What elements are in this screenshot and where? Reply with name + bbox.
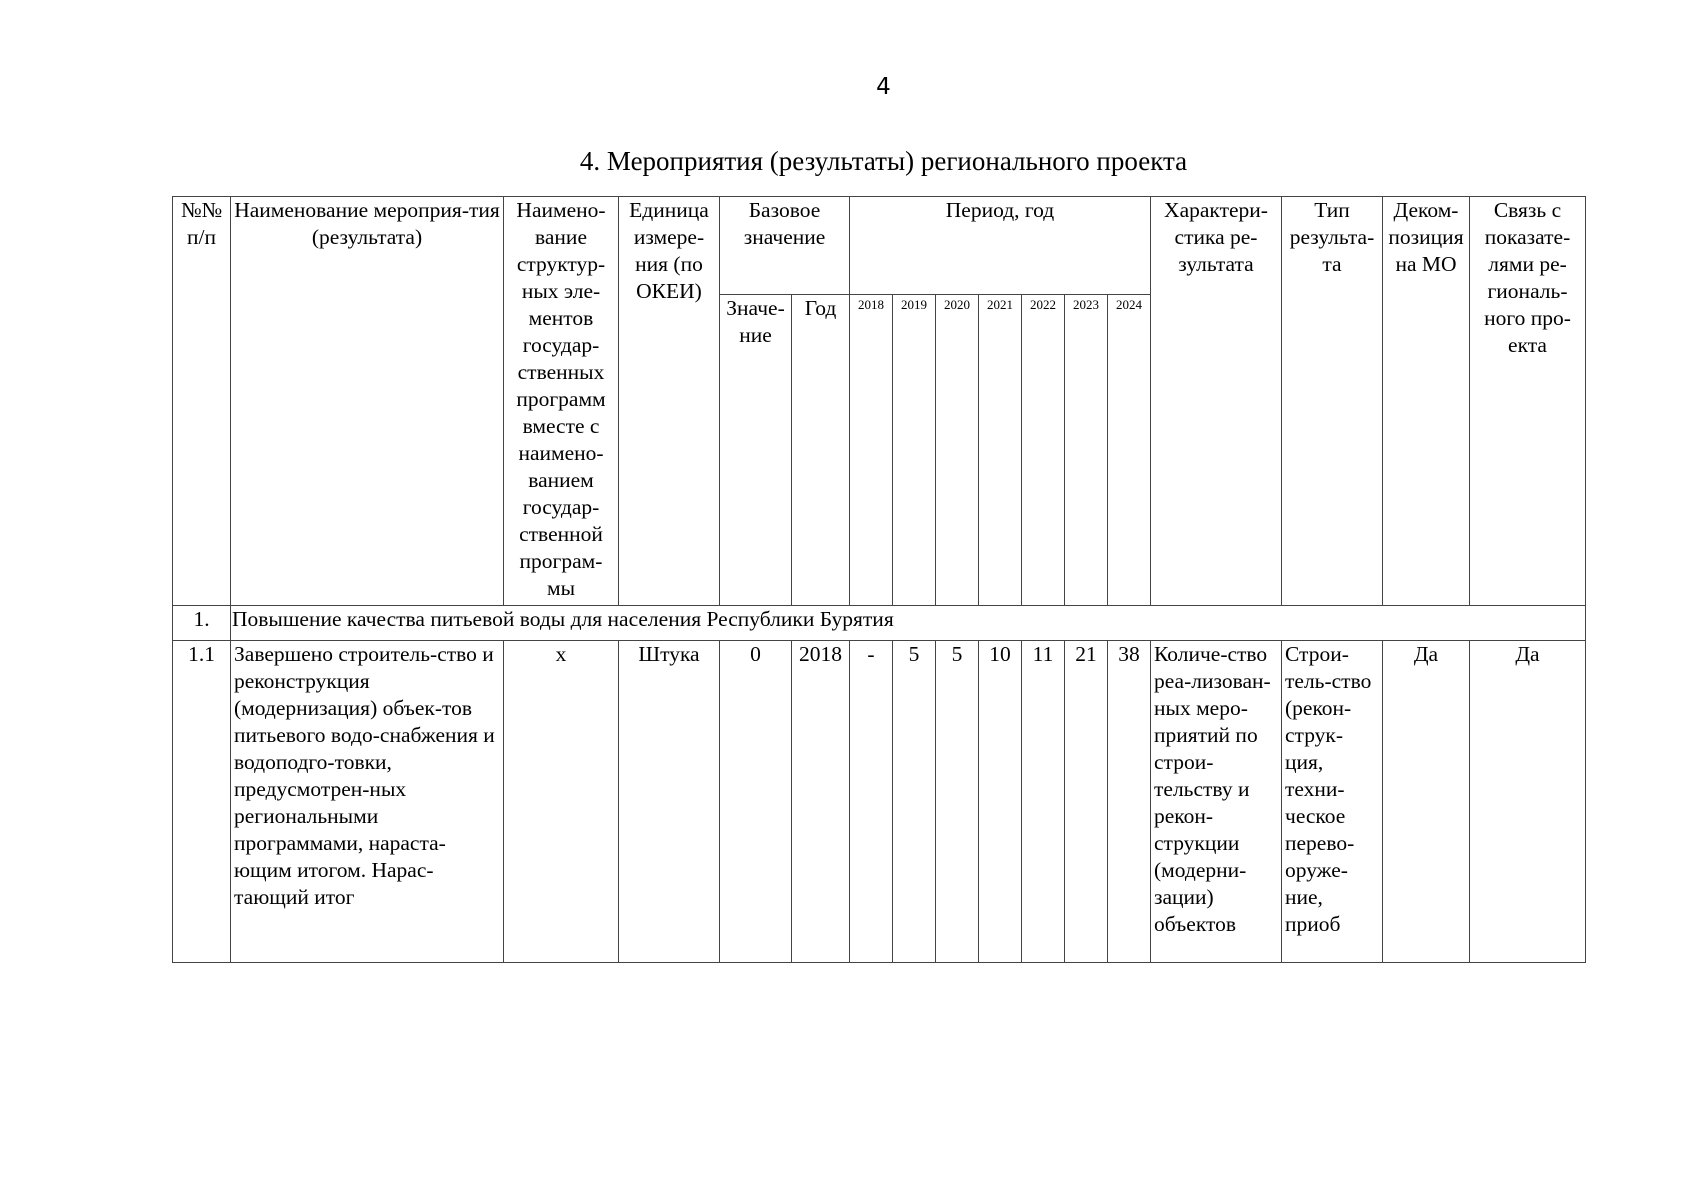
header-year-2022: 2022 <box>1022 295 1065 606</box>
header-unit: Единица измере-ния (по ОКЕИ) <box>619 197 720 606</box>
section-title-cell: Повышение качества питьевой воды для населения Республики Бурятия <box>231 606 1586 641</box>
row-characteristic <box>1151 641 1282 963</box>
header-base-value: Значе-ние <box>720 295 792 606</box>
header-base-year: Год <box>792 295 850 606</box>
section-row <box>173 606 1586 641</box>
header-decomposition: Деком-позиция на МО <box>1383 197 1470 606</box>
header-base: Базовое значение <box>720 197 850 295</box>
row-type <box>1282 641 1383 963</box>
row-name: Завершено строитель-ство и реконструкция (модернизация) объек-тов питьевого водо-снабжения и водоподго-товки, предусмотрен-ных региональными программами, нараста-ющим итогом. Нарас-тающий итог <box>231 641 504 963</box>
row-type-text: Строи-тель-ство (рекон-струк-ция, техни-ческое перево-оруже-ние, приоб <box>1285 642 1372 936</box>
row-decomposition: Да <box>1383 641 1470 963</box>
header-link: Связь с показате-лями ре-гиональ-ного про-екта <box>1470 197 1586 606</box>
section-number: 1. <box>173 606 231 641</box>
row-value-2023: 21 <box>1065 641 1108 963</box>
header-period: Период, год <box>850 197 1151 295</box>
row-struct: х <box>504 641 619 963</box>
row-value-2019: 5 <box>893 641 936 963</box>
header-struct: Наимено-вание структур-ных эле-ментов государ-ственных программ вместе с наимено-ванием государ-ственной програм-мы <box>504 197 619 606</box>
row-value-2024: 38 <box>1108 641 1151 963</box>
row-unit: Штука <box>619 641 720 963</box>
row-value-2018: - <box>850 641 893 963</box>
row-characteristic-text: Количе-ство реа-лизован-ных меро-приятий по строи-тельству и рекон-струкции (модерни-зации) объектов <box>1154 642 1271 936</box>
row-base-year: 2018 <box>792 641 850 963</box>
section-title: 4. Мероприятия (результаты) регионального проекта <box>579 146 1188 176</box>
results-table <box>172 196 1586 963</box>
row-value-2022: 11 <box>1022 641 1065 963</box>
page-number: 4 <box>876 74 891 100</box>
row-number: 1.1 <box>173 641 231 963</box>
header-year-2021: 2021 <box>979 295 1022 606</box>
header-year-2019: 2019 <box>893 295 936 606</box>
header-year-2018: 2018 <box>850 295 893 606</box>
table-row <box>173 641 1586 963</box>
row-base-value: 0 <box>720 641 792 963</box>
header-characteristic: Характери-стика ре-зультата <box>1151 197 1282 606</box>
row-value-2020: 5 <box>936 641 979 963</box>
header-name: Наименование мероприя-тия (результата) <box>231 197 504 606</box>
header-year-2024: 2024 <box>1108 295 1151 606</box>
header-year-2020: 2020 <box>936 295 979 606</box>
header-type: Тип результа-та <box>1282 197 1383 606</box>
header-num: №№ п/п <box>173 197 231 606</box>
header-year-2023: 2023 <box>1065 295 1108 606</box>
header-row-top <box>173 197 1586 295</box>
row-value-2021: 10 <box>979 641 1022 963</box>
row-link: Да <box>1470 641 1586 963</box>
